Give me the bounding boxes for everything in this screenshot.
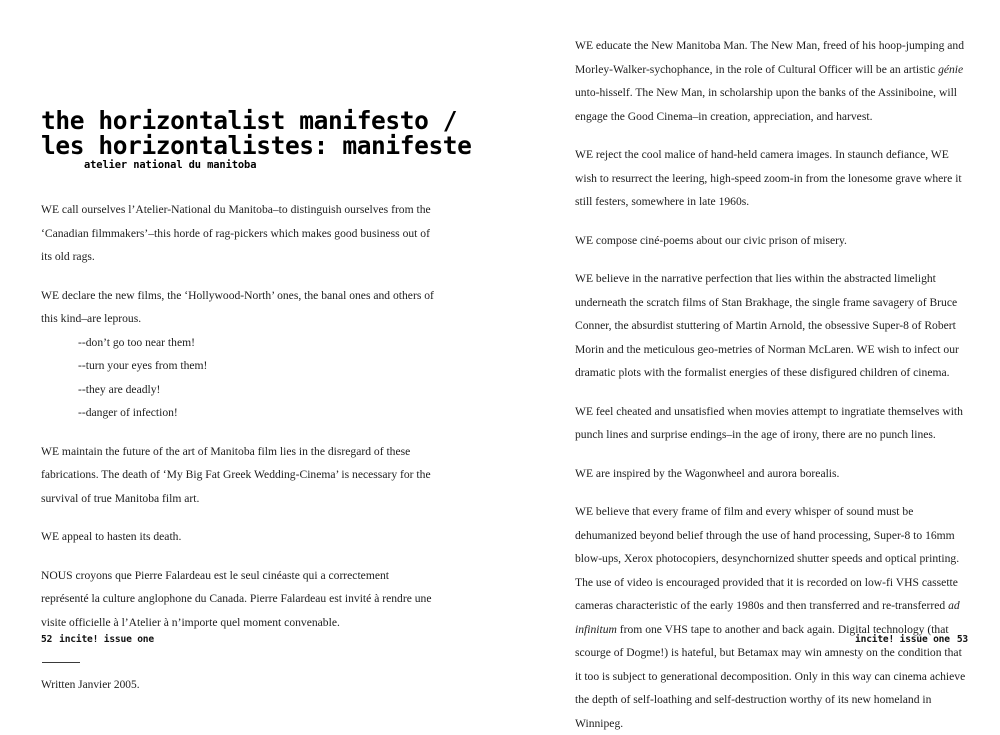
paragraph-text: unto-hisself. The New Man, in scholarship upon the banks of the Assiniboine, will engage the Good Cinema–in creation, appreciation, and harvest.	[575, 86, 958, 123]
paragraph: WE reject the cool malice of hand-held camera images. In staunch defiance, WE wish to resurrect the leering, high-speed zoom-in from the lonesome grave where it still festers, somewhere in late 1960s.	[575, 148, 962, 208]
publication-label: incite! issue one	[59, 634, 154, 645]
folio-left	[41, 634, 154, 645]
list-item: --turn your eyes from them!	[78, 359, 208, 372]
paragraph: WE declare the new films, the ‘Hollywood-North’ ones, the banal ones and others of this kind–are leprous.	[41, 288, 434, 325]
list-item: --danger of infection!	[78, 406, 178, 419]
paragraph: WE appeal to hasten its death.	[41, 530, 182, 543]
paragraph: NOUS croyons que Pierre Falardeau est le seul cinéaste qui a correctement représenté la culture anglophone du Canada. Pierre Falardeau est invité à rendre une visite officielle à l’Atelier à n’importe quel moment convenable.	[41, 568, 432, 629]
paragraph	[575, 500, 968, 735]
paragraph-text: WE believe that every frame of film and every whisper of sound must be dehumanized beyond belief through the use of hand processing, Super-8 to 16mm blow-ups, Xerox photocopiers, desynchornized shutter speeds and optical printing. The use of video is encouraged provided that it is recorded on low-fi VHS cassette cameras characteristic of the early 1980s and then transferred and re-transferred	[575, 505, 960, 612]
list-item: --don’t go too near them!	[78, 335, 195, 349]
article-title-block	[41, 106, 472, 172]
folio-right	[855, 634, 968, 645]
article-title-line-2: les horizontalistes: manifeste	[41, 131, 472, 160]
paragraph-text: from one VHS tape to another and back again. Digital technology (that scourge of Dogme!) is hateful, but Betamax may win amnesty on the condition that it too is subject to generational decomposition. Only in this way can cinema achieve the depth of self-loathing and self-destruction worthy of its new homeland in Winnipeg.	[575, 622, 966, 730]
emphasis-genie: génie	[938, 62, 964, 76]
article-title-line-1: the horizontalist manifesto /	[41, 106, 458, 135]
right-page	[500, 0, 1000, 730]
footnote-rule	[42, 662, 80, 663]
paragraph: WE feel cheated and unsatisfied when movies attempt to ingratiate themselves with punch lines and surprise endings–in the age of irony, there are no punch lines.	[575, 404, 963, 441]
publication-label: incite! issue one	[855, 634, 950, 645]
emphasis-ad-infinitum: ad infinitum	[575, 599, 960, 636]
paragraph: WE call ourselves l’Atelier-National du Manitoba–to distinguish ourselves from the ‘Canadian filmmakers’–this horde of rag-pickers which makes good business out of its old rags.	[41, 203, 431, 263]
left-page-body	[41, 198, 438, 694]
paragraph: WE maintain the future of the art of Manitoba film lies in the disregard of these fabrications. The death of ‘My Big Fat Greek Wedding-Cinema’ is necessary for the survival of true Manitoba film art.	[41, 444, 431, 505]
article-subtitle: atelier national du manitoba	[84, 159, 257, 171]
footnote-text: Written Janvier 2005.	[41, 679, 140, 691]
manifesto-list	[41, 331, 438, 425]
paragraph-text: WE educate the New Manitoba Man. The New Man, freed of his hoop-jumping and Morley-Walker-sychophance, in the role of Cultural Officer will be an artistic	[575, 39, 965, 76]
page-number: 52	[41, 634, 53, 645]
paragraph: WE believe in the narrative perfection that lies within the abstracted limelight underneath the scratch films of Stan Brakhage, the single frame savagery of Bruce Conner, the absurdist stuttering of Martin Arnold, the obsessive Super-8 of Robert Morin and the meticulous geo-metries of Norman McLaren. WE wish to infect our dramatic plots with the formalist energies of these disfigured children of cinema.	[575, 272, 959, 379]
list-item: --they are deadly!	[78, 382, 161, 396]
right-page-body	[575, 34, 968, 735]
left-page	[0, 0, 500, 691]
page-number: 53	[956, 634, 968, 645]
paragraph: WE are inspired by the Wagonwheel and aurora borealis.	[575, 466, 840, 480]
paragraph	[575, 34, 968, 128]
paragraph: WE compose ciné-poems about our civic prison of misery.	[575, 233, 847, 247]
